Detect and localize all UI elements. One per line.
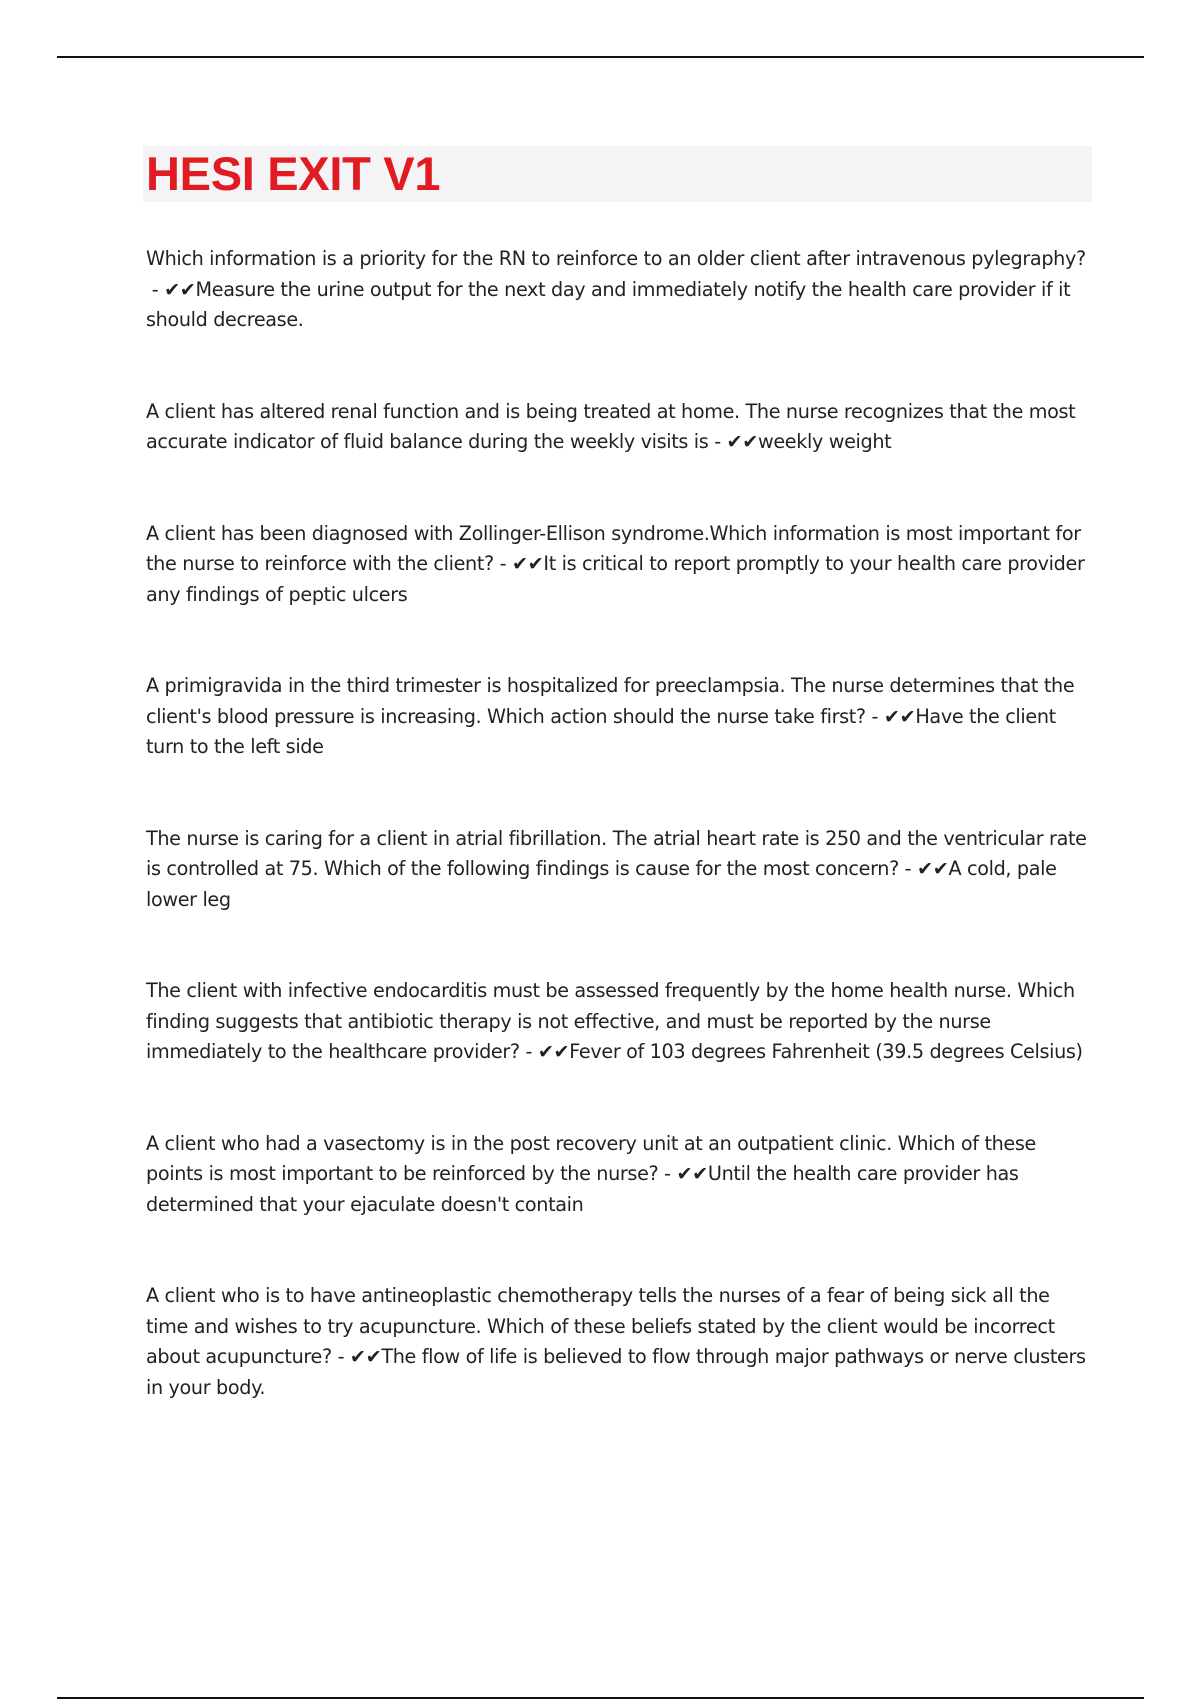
question-text: A client who is to have antineoplastic chemotherapy tells the nurses of a fear of being sick all the time and wishes to try acupuncture. Which of these beliefs stated by the client would be incorrect about acupuncture?: [146, 1284, 1055, 1368]
question-text: The client with infective endocarditis must be assessed frequently by the home health nurse. Which finding suggests that antibiotic therapy is not effective, and must be reported by the nurse immediately to the healthcare provider?: [146, 979, 1075, 1063]
qa-item: [146, 824, 1091, 916]
answer-text: It is critical to report promptly to your health care provider any findings of peptic ulcers: [146, 552, 1085, 606]
separator: -: [898, 857, 917, 880]
top-rule: [57, 56, 1144, 58]
check-mark-icon: ✔✔: [676, 1162, 708, 1185]
qa-item: [146, 1129, 1091, 1221]
separator: -: [146, 277, 165, 301]
separator: -: [658, 1162, 677, 1185]
qa-item: [146, 519, 1091, 611]
check-mark-icon: ✔✔: [349, 1345, 382, 1368]
separator: -: [865, 704, 884, 728]
qa-item: [146, 244, 1091, 336]
answer-text: Fever of 103 degrees Fahrenheit (39.5 degrees Celsius): [569, 1040, 1083, 1063]
answer-text: weekly weight: [758, 430, 892, 453]
qa-item: [146, 1281, 1091, 1403]
check-mark-icon: ✔✔: [164, 277, 196, 301]
check-mark-icon: ✔✔: [511, 552, 544, 575]
answer-text: The flow of life is believed to flow through major pathways or nerve clusters in your body.: [146, 1345, 1086, 1399]
answer-text: A cold, pale lower leg: [146, 857, 1057, 911]
question-text: Which information is a priority for the RN to reinforce to an older client after intravenous pylegraphy?: [146, 247, 1086, 270]
separator: -: [708, 430, 727, 453]
question-text: A client has been diagnosed with Zollinger-Ellison syndrome.Which information is most important for the nurse to reinforce with the client?: [146, 521, 1081, 575]
question-text: A client who had a vasectomy is in the post recovery unit at an outpatient clinic. Which of these points is most important to be reinforced by the nurse?: [146, 1131, 1036, 1185]
qa-item: [146, 976, 1091, 1068]
question-text: The nurse is caring for a client in atrial fibrillation. The atrial heart rate is 250 and the ventricular rate is controlled at 75. Which of the following findings is cause for the most concern?: [146, 826, 1087, 880]
document-title: HESI EXIT V1: [146, 147, 441, 200]
title-band: [143, 146, 1092, 202]
separator: -: [493, 552, 512, 575]
question-list: [146, 244, 1091, 1403]
check-mark-icon: ✔✔: [917, 857, 949, 880]
separator: -: [331, 1345, 350, 1368]
answer-text: Until the health care provider has determined that your ejaculate doesn't contain: [146, 1162, 1019, 1216]
question-text: A client has altered renal function and is being treated at home. The nurse recognizes that the most accurate indicator of fluid balance during the weekly visits is: [146, 399, 1076, 453]
separator: -: [519, 1040, 538, 1063]
question-text: A primigravida in the third trimester is hospitalized for preeclampsia. The nurse determines that the client's blood pressure is increasing. Which action should the nurse take first?: [146, 674, 1075, 728]
bottom-rule: [57, 1697, 1144, 1699]
qa-item: [146, 671, 1091, 763]
qa-item: [146, 397, 1091, 458]
check-mark-icon: ✔✔: [537, 1040, 570, 1063]
answer-text: Measure the urine output for the next day and immediately notify the health care provider if it should decrease.: [146, 277, 1071, 331]
answer-text: Have the client turn to the left side: [146, 704, 1056, 758]
check-mark-icon: ✔✔: [883, 704, 916, 728]
check-mark-icon: ✔✔: [726, 430, 758, 453]
